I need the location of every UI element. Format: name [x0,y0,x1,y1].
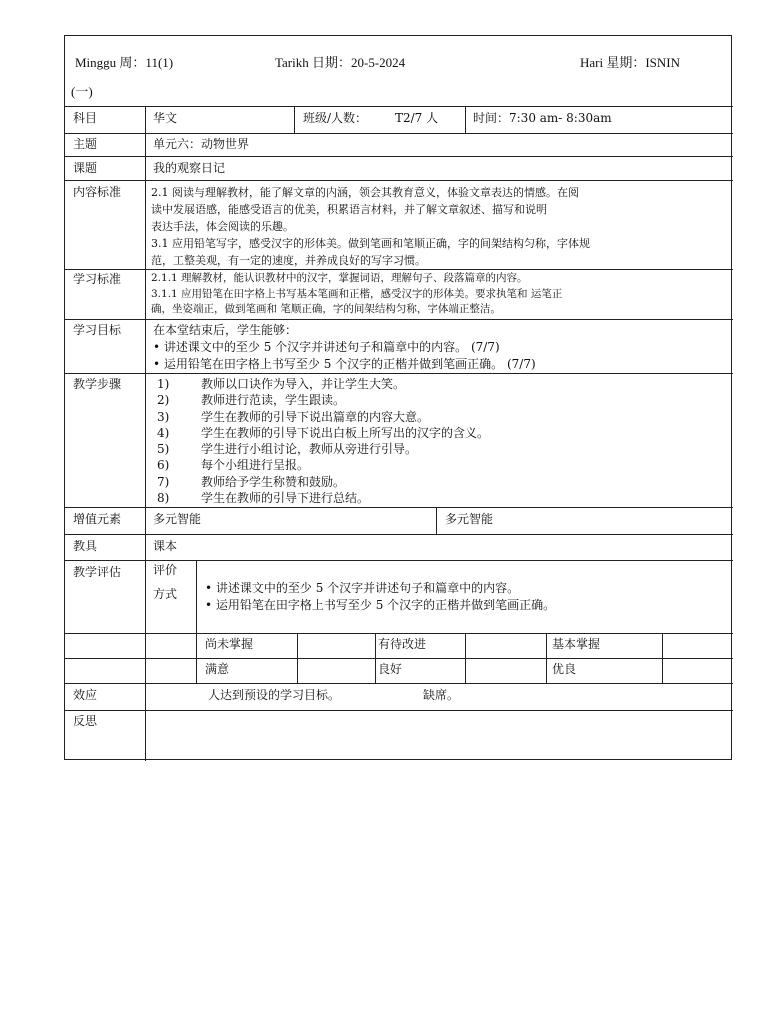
class-label: 班级/人数： [303,111,368,125]
step-number: 7) [157,474,170,489]
divider [465,633,466,683]
divider [65,269,733,270]
objectives-label: 学习目标 [73,323,122,337]
step-number: 2) [157,393,170,408]
divider [145,106,146,761]
materials-label: 教具 [73,539,98,553]
step-text: 教师以口诀作为导入，并让学生大笑。 [201,377,406,391]
step-text: 学生在教师的引导下说出白板上所写出的汉字的含义。 [201,425,490,440]
topic-label: 课题 [73,161,98,175]
objective-item: • 讲述课文中的至少 5 个汉字并讲述句子和篇章中的内容。 (7/7) [153,340,500,354]
lesson-plan-table [64,35,732,760]
class-value: T2/7 人 [395,111,439,125]
grid-cell: 有待改进 [378,637,427,651]
assessment-items [205,580,555,614]
content-standard-line: 2.1 阅读与理解教材，能了解文章的内涵，领会其教育意义，体验文章表达的情感。在阅 [151,186,579,199]
content-standard-line: 范，工整美观，有一定的速度，并养成良好的写字习惯。 [151,254,426,267]
divider [65,633,733,634]
divider [65,683,733,684]
divider [65,710,733,711]
divider [436,507,437,534]
learning-standard-label: 学习标准 [73,272,122,286]
content-standard-line: 表达手法，体会阅读的乐趣。 [151,220,294,233]
step-number: 5) [157,442,170,457]
steps-list [157,376,489,506]
added-value-1: 多元智能 [153,512,202,526]
step-item [157,425,489,441]
divider [65,156,733,157]
grid-cell: 优良 [552,662,577,676]
divider [297,633,298,683]
divider [65,507,733,508]
learning-standard-line: 确，坐姿端正，做到笔画和 笔顺正确，字的间架结构匀称，字体端正整洁。 [151,303,501,315]
content-standard-text [151,184,590,269]
objectives-intro: 在本堂结束后，学生能够： [153,323,298,337]
theme-value: 单元六：动物世界 [153,137,250,151]
step-text: 教师给予学生称赞和鼓励。 [201,474,346,489]
step-text: 学生在教师的引导下说出篇章的内容大意。 [201,409,430,424]
content-standard-label: 内容标准 [73,185,122,199]
divider [375,633,376,683]
step-number: 1) [157,377,170,391]
step-item [157,409,489,425]
subject-value: 华文 [153,111,178,125]
step-number: 4) [157,425,170,440]
step-number: 6) [157,458,170,473]
grid-cell: 尚未掌握 [205,637,254,651]
effect-text-1: 人达到预设的学习目标。 [208,688,341,702]
week-label: Minggu 周：11(1) [75,55,174,70]
grid-cell: 满意 [205,662,230,676]
divider [65,560,733,561]
step-item [157,376,489,392]
time-value: 时间：7:30 am- 8:30am [473,111,612,125]
materials-value: 课本 [153,539,178,553]
step-number: 3) [157,409,170,424]
grid-cell: 基本掌握 [552,637,601,651]
effect-text-2: 缺席。 [423,688,460,702]
effect-label: 效应 [73,688,98,702]
assessment-label: 教学评估 [73,565,122,579]
learning-standard-line: 3.1.1 应用铅笔在田字格上书写基本笔画和正楷，感受汉字的形体美。要求执笔和 运笔正 [151,287,563,300]
step-item [157,392,489,408]
assessment-item: • 讲述课文中的至少 5 个汉字并讲述句子和篇章中的内容。 [205,581,520,595]
step-item [157,474,489,490]
divider [65,133,733,134]
divider [65,180,733,181]
step-item [157,441,489,457]
step-text: 学生进行小组讨论，教师从旁进行引导。 [201,442,418,457]
date-label: Tarikh 日期：20-5-2024 [275,55,406,70]
divider [65,534,733,535]
header-sub: (一) [71,84,93,99]
divider [65,106,733,107]
step-item [157,457,489,473]
added-value-label: 增值元素 [73,512,122,526]
objectives-text [153,322,536,373]
assessment-method-2: 方式 [153,587,178,601]
day-label: Hari 星期：ISNIN [580,55,681,70]
divider [294,106,295,133]
step-text: 每个小组进行呈报。 [201,458,310,473]
theme-label: 主题 [73,137,98,151]
divider [546,633,547,683]
objective-item: • 运用铅笔在田字格上书写至少 5 个汉字的正楷并做到笔画正确。 (7/7) [153,357,536,371]
step-text: 学生在教师的引导下进行总结。 [201,491,370,506]
divider [662,633,663,683]
content-standard-line: 读中发展语感，能感受语言的优美，积累语言材料，并了解文章叙述、描写和说明 [151,203,547,216]
added-value-2: 多元智能 [445,512,494,526]
divider [196,560,197,683]
steps-label: 教学步骤 [73,377,122,391]
divider [65,658,733,659]
topic-value: 我的观察日记 [153,161,226,175]
divider [465,106,466,133]
grid-cell: 良好 [378,662,403,676]
subject-label: 科目 [73,111,98,125]
assessment-method-1: 评价 [153,563,178,577]
step-number: 8) [157,491,170,506]
assessment-item: • 运用铅笔在田字格上书写至少 5 个汉字的正楷并做到笔画正确。 [205,598,556,612]
learning-standard-line: 2.1.1 理解教材，能认识教材中的汉字，掌握词语，理解句子、段落篇章的内容。 [151,272,528,284]
content-standard-line: 3.1 应用铅笔写字，感受汉字的形体美。做到笔画和笔顺正确，字的间架结构匀称，字体规 [151,237,590,250]
step-text: 教师进行范读，学生跟读。 [201,393,346,408]
reflection-label: 反思 [73,714,98,728]
step-item [157,490,489,506]
divider [65,373,733,374]
learning-standard-text [151,271,562,318]
divider [65,319,733,320]
